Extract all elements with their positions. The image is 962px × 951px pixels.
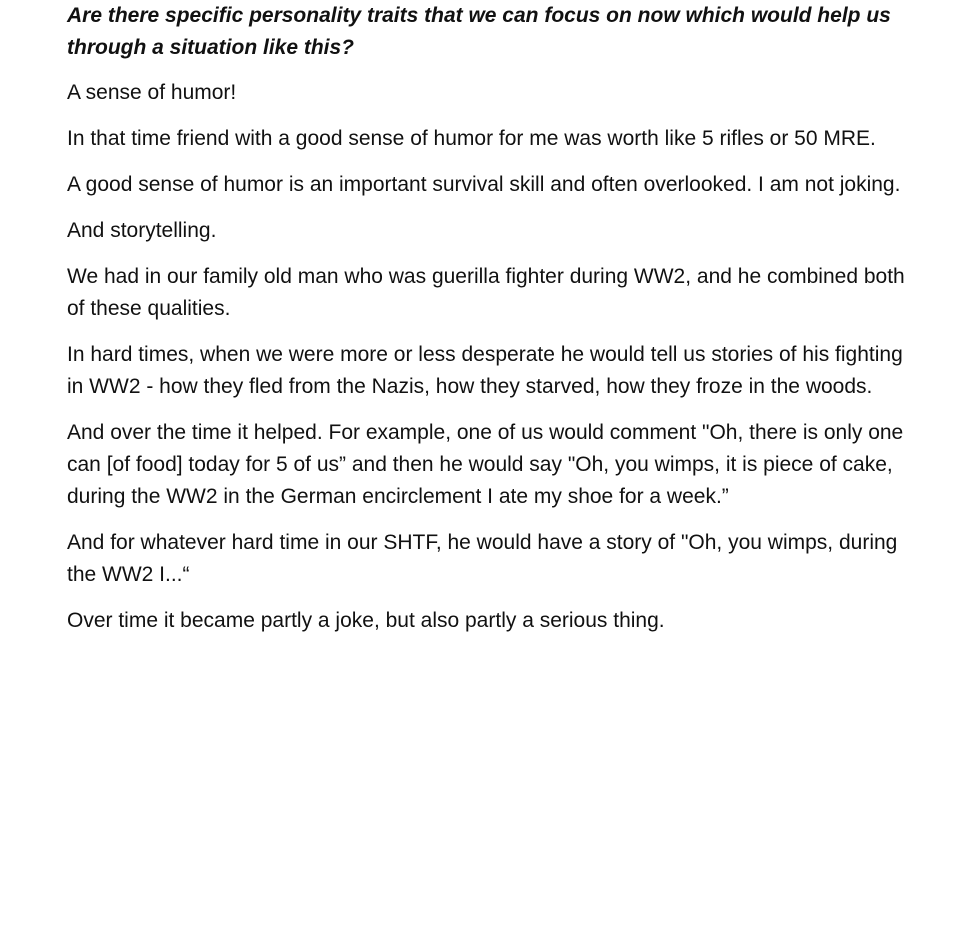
paragraph-hard-times: In hard times, when we were more or less desperate he would tell us stories of his fighting in WW2 - how they fled from the Nazis, how they starved, how they froze in the woods. [67,343,903,398]
paragraph-storytelling: And storytelling. [67,219,217,242]
paragraph-old-man: We had in our family old man who was guerilla fighter during WW2, and he combined both of these qualities. [67,265,905,320]
paragraph-example: And over the time it helped. For example, one of us would comment "Oh, there is only one can [of food] today for 5 of us” and then he would say "Oh, you wimps, it is piece of cake, during the WW2 in the German encirclement I ate my shoe for a week.” [67,421,904,508]
paragraph-sense-of-humor: A sense of humor! [67,81,237,104]
question-heading: Are there specific personality traits that we can focus on now which would help us through a situation like this? [67,4,891,59]
paragraph-shtf-story: And for whatever hard time in our SHTF, he would have a story of "Oh, you wimps, during the WW2 I...“ [67,531,898,586]
paragraph-friend-humor: In that time friend with a good sense of humor for me was worth like 5 rifles or 50 MRE. [67,127,876,150]
paragraph-survival-skill: A good sense of humor is an important survival skill and often overlooked. I am not joking. [67,173,901,196]
document-body [67,0,907,651]
paragraph-joke: Over time it became partly a joke, but also partly a serious thing. [67,609,665,632]
